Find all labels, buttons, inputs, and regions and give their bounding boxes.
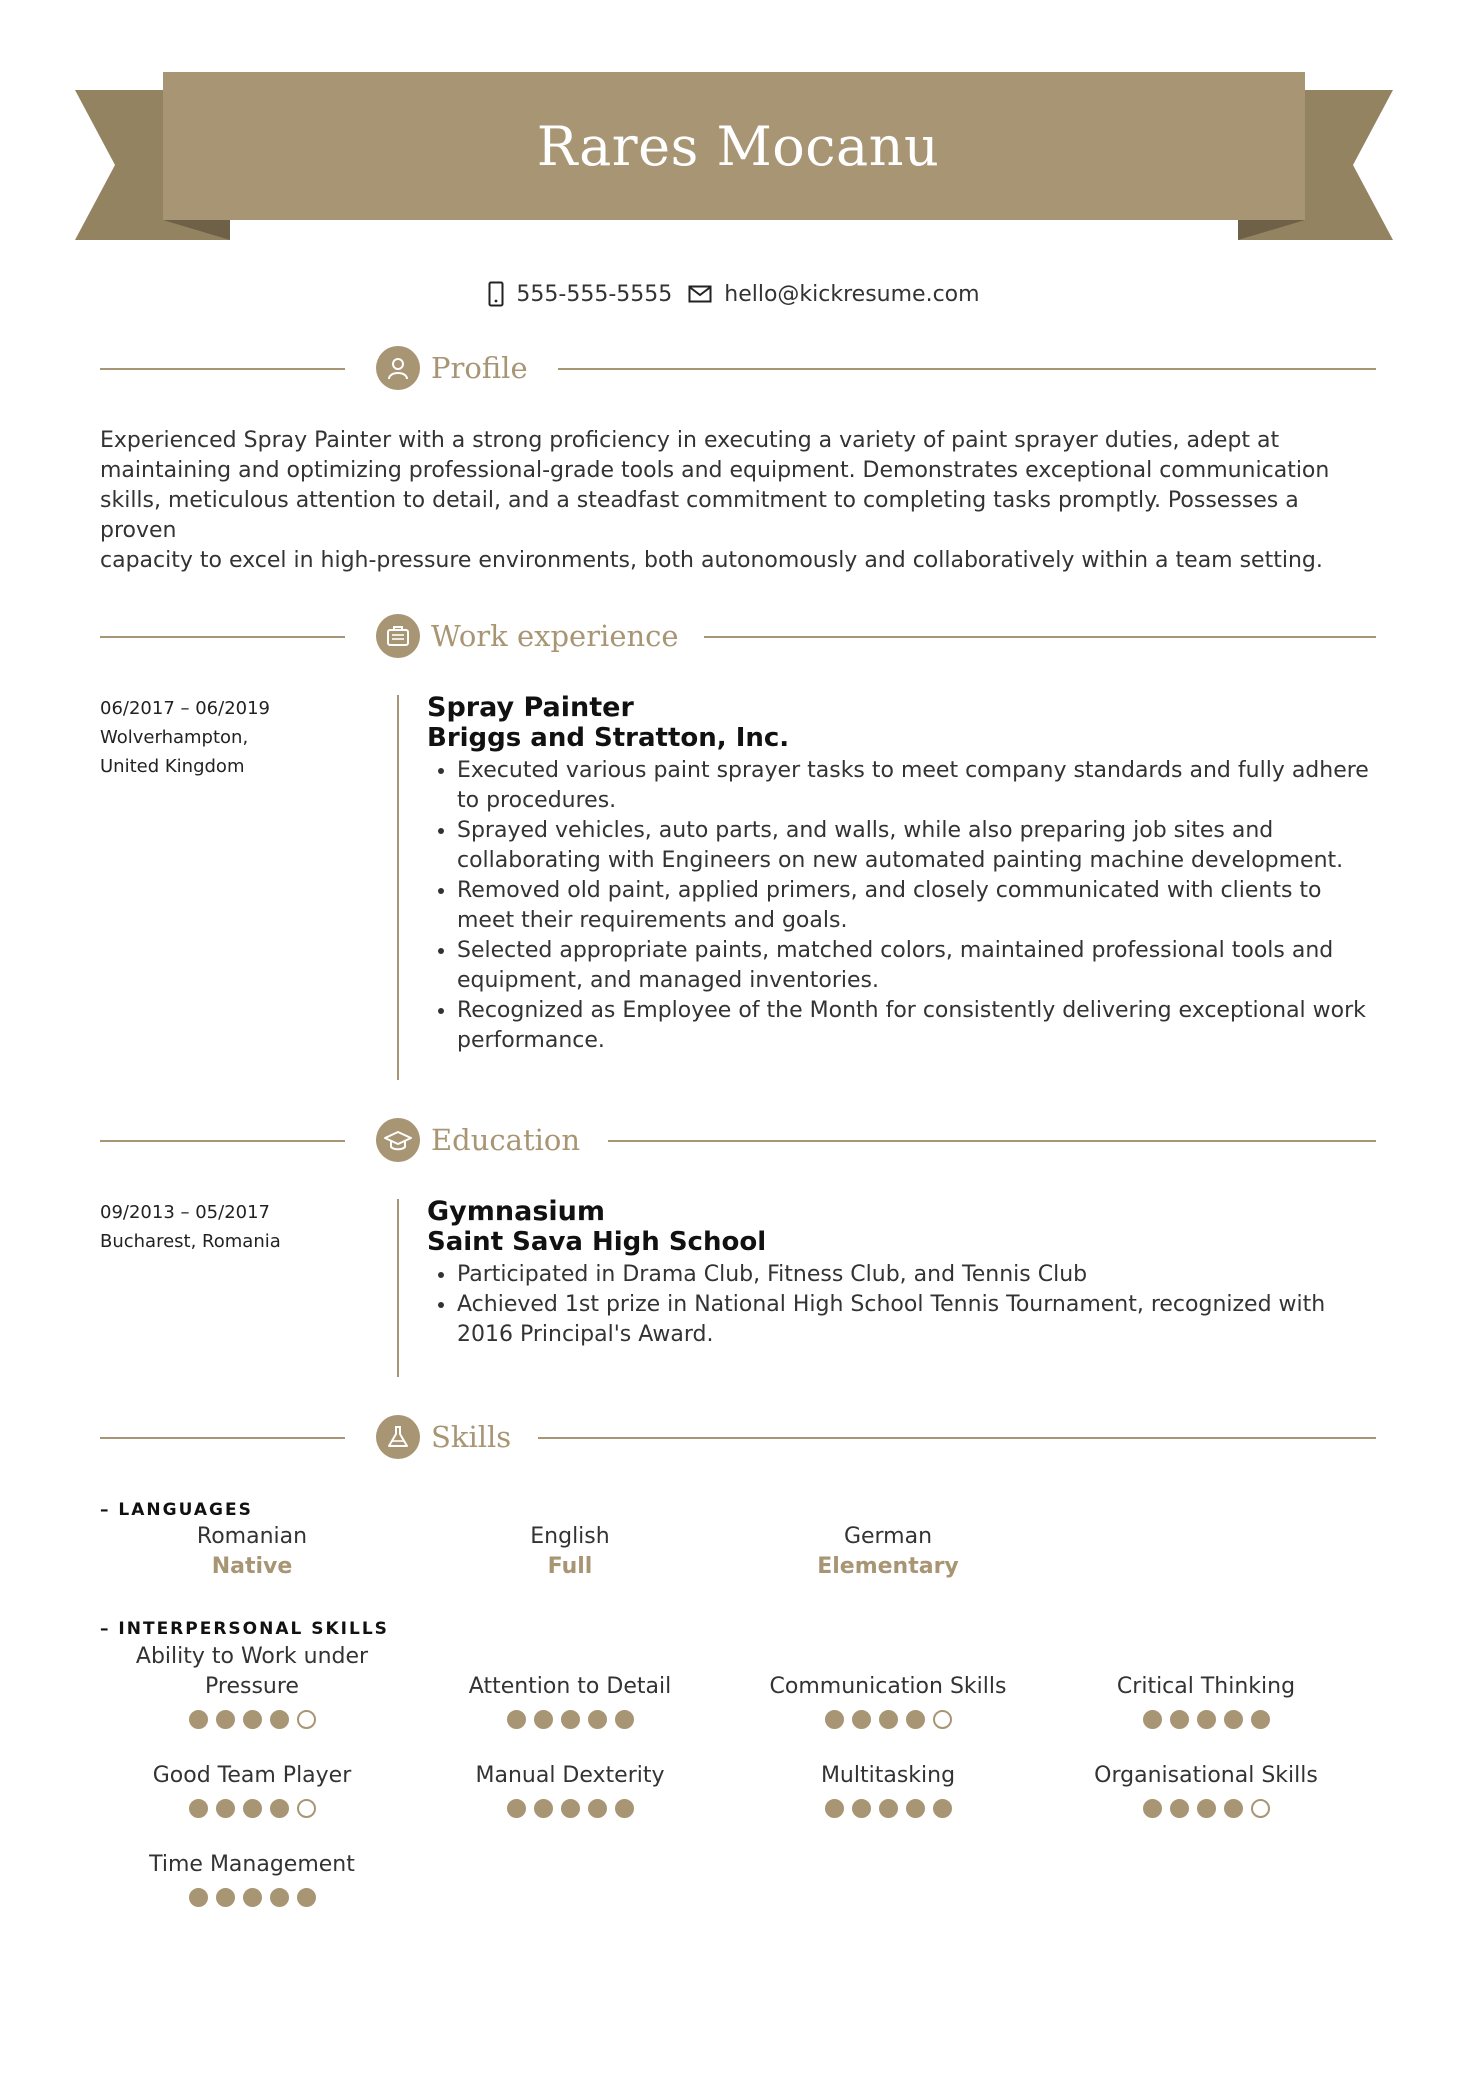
rating-dot-filled (507, 1710, 526, 1729)
language-name: German (843, 1524, 933, 1549)
rating-dot-filled (852, 1799, 871, 1818)
profile-line: capacity to excel in high-pressure environments, both autonomously and collaboratively within a team setting. (100, 548, 1323, 573)
skill-item (93, 1761, 411, 1818)
work-bullets (427, 756, 1377, 1056)
timeline-line (397, 1199, 399, 1377)
list-item: • Removed old paint, applied primers, and closely communicated with clients to meet their requirements and goals. (457, 876, 1377, 936)
section-title-work: Work experience (431, 619, 679, 653)
email-contact[interactable] (688, 282, 979, 307)
divider-line (100, 1140, 345, 1142)
rating-dot-filled (825, 1799, 844, 1818)
language-item (729, 1522, 1047, 1582)
rating-dot-filled (189, 1799, 208, 1818)
education-section-header (100, 1116, 1376, 1164)
rating-dot-filled (1170, 1799, 1189, 1818)
rating-dot-filled (588, 1710, 607, 1729)
language-level: Native (211, 1554, 293, 1579)
list-item: • Selected appropriate paints, matched colors, maintained professional tools and equipment, and managed inventories. (457, 936, 1377, 996)
skill-item (93, 1642, 411, 1729)
rating-dot-filled (588, 1799, 607, 1818)
contact-row (0, 276, 1468, 312)
timeline-line (397, 695, 399, 1080)
rating-dot-filled (243, 1710, 262, 1729)
skill-item (411, 1761, 729, 1818)
rating-dot-filled (216, 1888, 235, 1907)
list-item: • Executed various paint sprayer tasks to meet company standards and fully adhere to procedures. (457, 756, 1377, 816)
rating-dot-filled (1143, 1710, 1162, 1729)
rating-dot-filled (534, 1710, 553, 1729)
profile-section-header (100, 344, 1376, 392)
rating-dot-filled (879, 1799, 898, 1818)
profile-line: Experienced Spray Painter with a strong proficiency in executing a variety of paint sprayer duties, adept at (100, 428, 1280, 453)
rating-dot-filled (270, 1710, 289, 1729)
rating-dot-filled (1224, 1799, 1243, 1818)
rating-dot-filled (1197, 1710, 1216, 1729)
rating-dot-filled (243, 1888, 262, 1907)
rating-dot-filled (507, 1799, 526, 1818)
list-item: • Achieved 1st prize in National High School Tennis Tournament, recognized with 2016 Principal's Award. (457, 1290, 1377, 1350)
person-icon (376, 346, 420, 390)
skill-name: Good Team Player (152, 1763, 352, 1788)
company-name: Briggs and Stratton, Inc. (427, 723, 790, 753)
rating-dot-filled (879, 1710, 898, 1729)
divider-line (608, 1140, 1376, 1142)
rating-dot-filled (243, 1799, 262, 1818)
skill-name: Organisational Skills (1094, 1763, 1318, 1788)
rating-dot-filled (1170, 1710, 1189, 1729)
section-title-skills: Skills (431, 1420, 512, 1454)
rating-dot-empty (933, 1710, 952, 1729)
skill-rating (729, 1799, 1047, 1818)
rating-dot-filled (270, 1888, 289, 1907)
language-item (411, 1522, 729, 1582)
rating-dot-filled (852, 1710, 871, 1729)
language-level: Full (547, 1554, 593, 1579)
language-name: English (530, 1524, 610, 1549)
work-section-header (100, 612, 1376, 660)
rating-dot-filled (189, 1888, 208, 1907)
phone-number: 555-555-5555 (516, 281, 673, 307)
skill-item (1047, 1672, 1365, 1729)
skill-name: Manual Dexterity (475, 1763, 665, 1788)
list-item: • Participated in Drama Club, Fitness Club, and Tennis Club (457, 1260, 1377, 1290)
rating-dot-filled (561, 1799, 580, 1818)
language-name: Romanian (196, 1524, 308, 1549)
education-bullets (427, 1260, 1377, 1350)
rating-dot-filled (561, 1710, 580, 1729)
profile-line: skills, meticulous attention to detail, and a steadfast commitment to completing tasks promptly. Possesses a proven (100, 488, 1299, 543)
education-dates: 09/2013 – 05/2017 (100, 1202, 270, 1223)
profile-line: maintaining and optimizing professional-grade tools and equipment. Demonstrates exceptional communication (100, 458, 1330, 483)
rating-dot-empty (297, 1799, 316, 1818)
rating-dot-filled (270, 1799, 289, 1818)
rating-dot-filled (216, 1799, 235, 1818)
rating-dot-filled (825, 1710, 844, 1729)
divider-line (704, 636, 1376, 638)
skill-rating (729, 1710, 1047, 1729)
education-entry (427, 1196, 1377, 1350)
skill-rating (1047, 1710, 1365, 1729)
rating-dot-filled (615, 1799, 634, 1818)
skill-rating (411, 1799, 729, 1818)
work-dates: 06/2017 – 06/2019 (100, 698, 270, 719)
rating-dot-filled (189, 1710, 208, 1729)
rating-dot-filled (1224, 1710, 1243, 1729)
skill-name: Ability to Work under Pressure (135, 1644, 369, 1699)
section-title-education: Education (431, 1123, 581, 1157)
graduation-cap-icon (376, 1118, 420, 1162)
divider-line (100, 1437, 345, 1439)
work-entry (427, 692, 1377, 1056)
rating-dot-filled (297, 1888, 316, 1907)
divider-line (100, 636, 345, 638)
rating-dot-filled (1197, 1799, 1216, 1818)
candidate-name: Rares Mocanu (536, 114, 940, 178)
skill-rating (93, 1710, 411, 1729)
rating-dot-filled (534, 1799, 553, 1818)
phone-contact[interactable] (488, 281, 672, 307)
skill-name: Multitasking (820, 1763, 956, 1788)
work-meta (100, 694, 360, 781)
divider-line (100, 368, 345, 370)
rating-dot-filled (216, 1710, 235, 1729)
divider-line (558, 368, 1376, 370)
school-name: Saint Sava High School (427, 1227, 767, 1257)
skills-section-header (100, 1413, 1376, 1461)
language-level: Elementary (817, 1554, 959, 1579)
rating-dot-filled (615, 1710, 634, 1729)
divider-line (538, 1437, 1376, 1439)
section-title-profile: Profile (431, 351, 528, 385)
work-country: United Kingdom (100, 756, 245, 777)
skill-item (1047, 1761, 1365, 1818)
education-location: Bucharest, Romania (100, 1231, 281, 1252)
rating-dot-empty (1251, 1799, 1270, 1818)
skill-name: Attention to Detail (468, 1674, 672, 1699)
skill-name: Time Management (149, 1852, 355, 1877)
work-city: Wolverhampton, (100, 727, 249, 748)
skill-name: Communication Skills (769, 1674, 1007, 1699)
skill-rating (93, 1799, 411, 1818)
rating-dot-filled (906, 1710, 925, 1729)
education-meta (100, 1198, 360, 1256)
degree-title: Gymnasium (427, 1196, 606, 1227)
mail-icon (688, 285, 712, 303)
rating-dot-filled (933, 1799, 952, 1818)
skill-item (729, 1761, 1047, 1818)
skill-name: Critical Thinking (1116, 1674, 1296, 1699)
header-ribbon (0, 0, 1468, 260)
skill-item (411, 1672, 729, 1729)
skill-item (93, 1850, 411, 1907)
interpersonal-heading: – INTERPERSONAL SKILLS (100, 1619, 389, 1639)
languages-heading: – LANGUAGES (100, 1500, 253, 1520)
list-item: • Sprayed vehicles, auto parts, and walls, while also preparing job sites and collaborating with Engineers on new automated painting machine development. (457, 816, 1377, 876)
skill-rating (93, 1888, 411, 1907)
email-address: hello@kickresume.com (724, 281, 980, 307)
phone-icon (488, 281, 504, 307)
rating-dot-filled (1143, 1799, 1162, 1818)
briefcase-icon (376, 614, 420, 658)
profile-summary (100, 426, 1380, 576)
skill-rating (1047, 1799, 1365, 1818)
rating-dot-filled (906, 1799, 925, 1818)
rating-dot-filled (1251, 1710, 1270, 1729)
flask-icon (376, 1415, 420, 1459)
list-item: • Recognized as Employee of the Month for consistently delivering exceptional work performance. (457, 996, 1377, 1056)
job-title: Spray Painter (427, 692, 634, 723)
skill-rating (411, 1710, 729, 1729)
skill-item (729, 1672, 1047, 1729)
rating-dot-empty (297, 1710, 316, 1729)
language-item (93, 1522, 411, 1582)
